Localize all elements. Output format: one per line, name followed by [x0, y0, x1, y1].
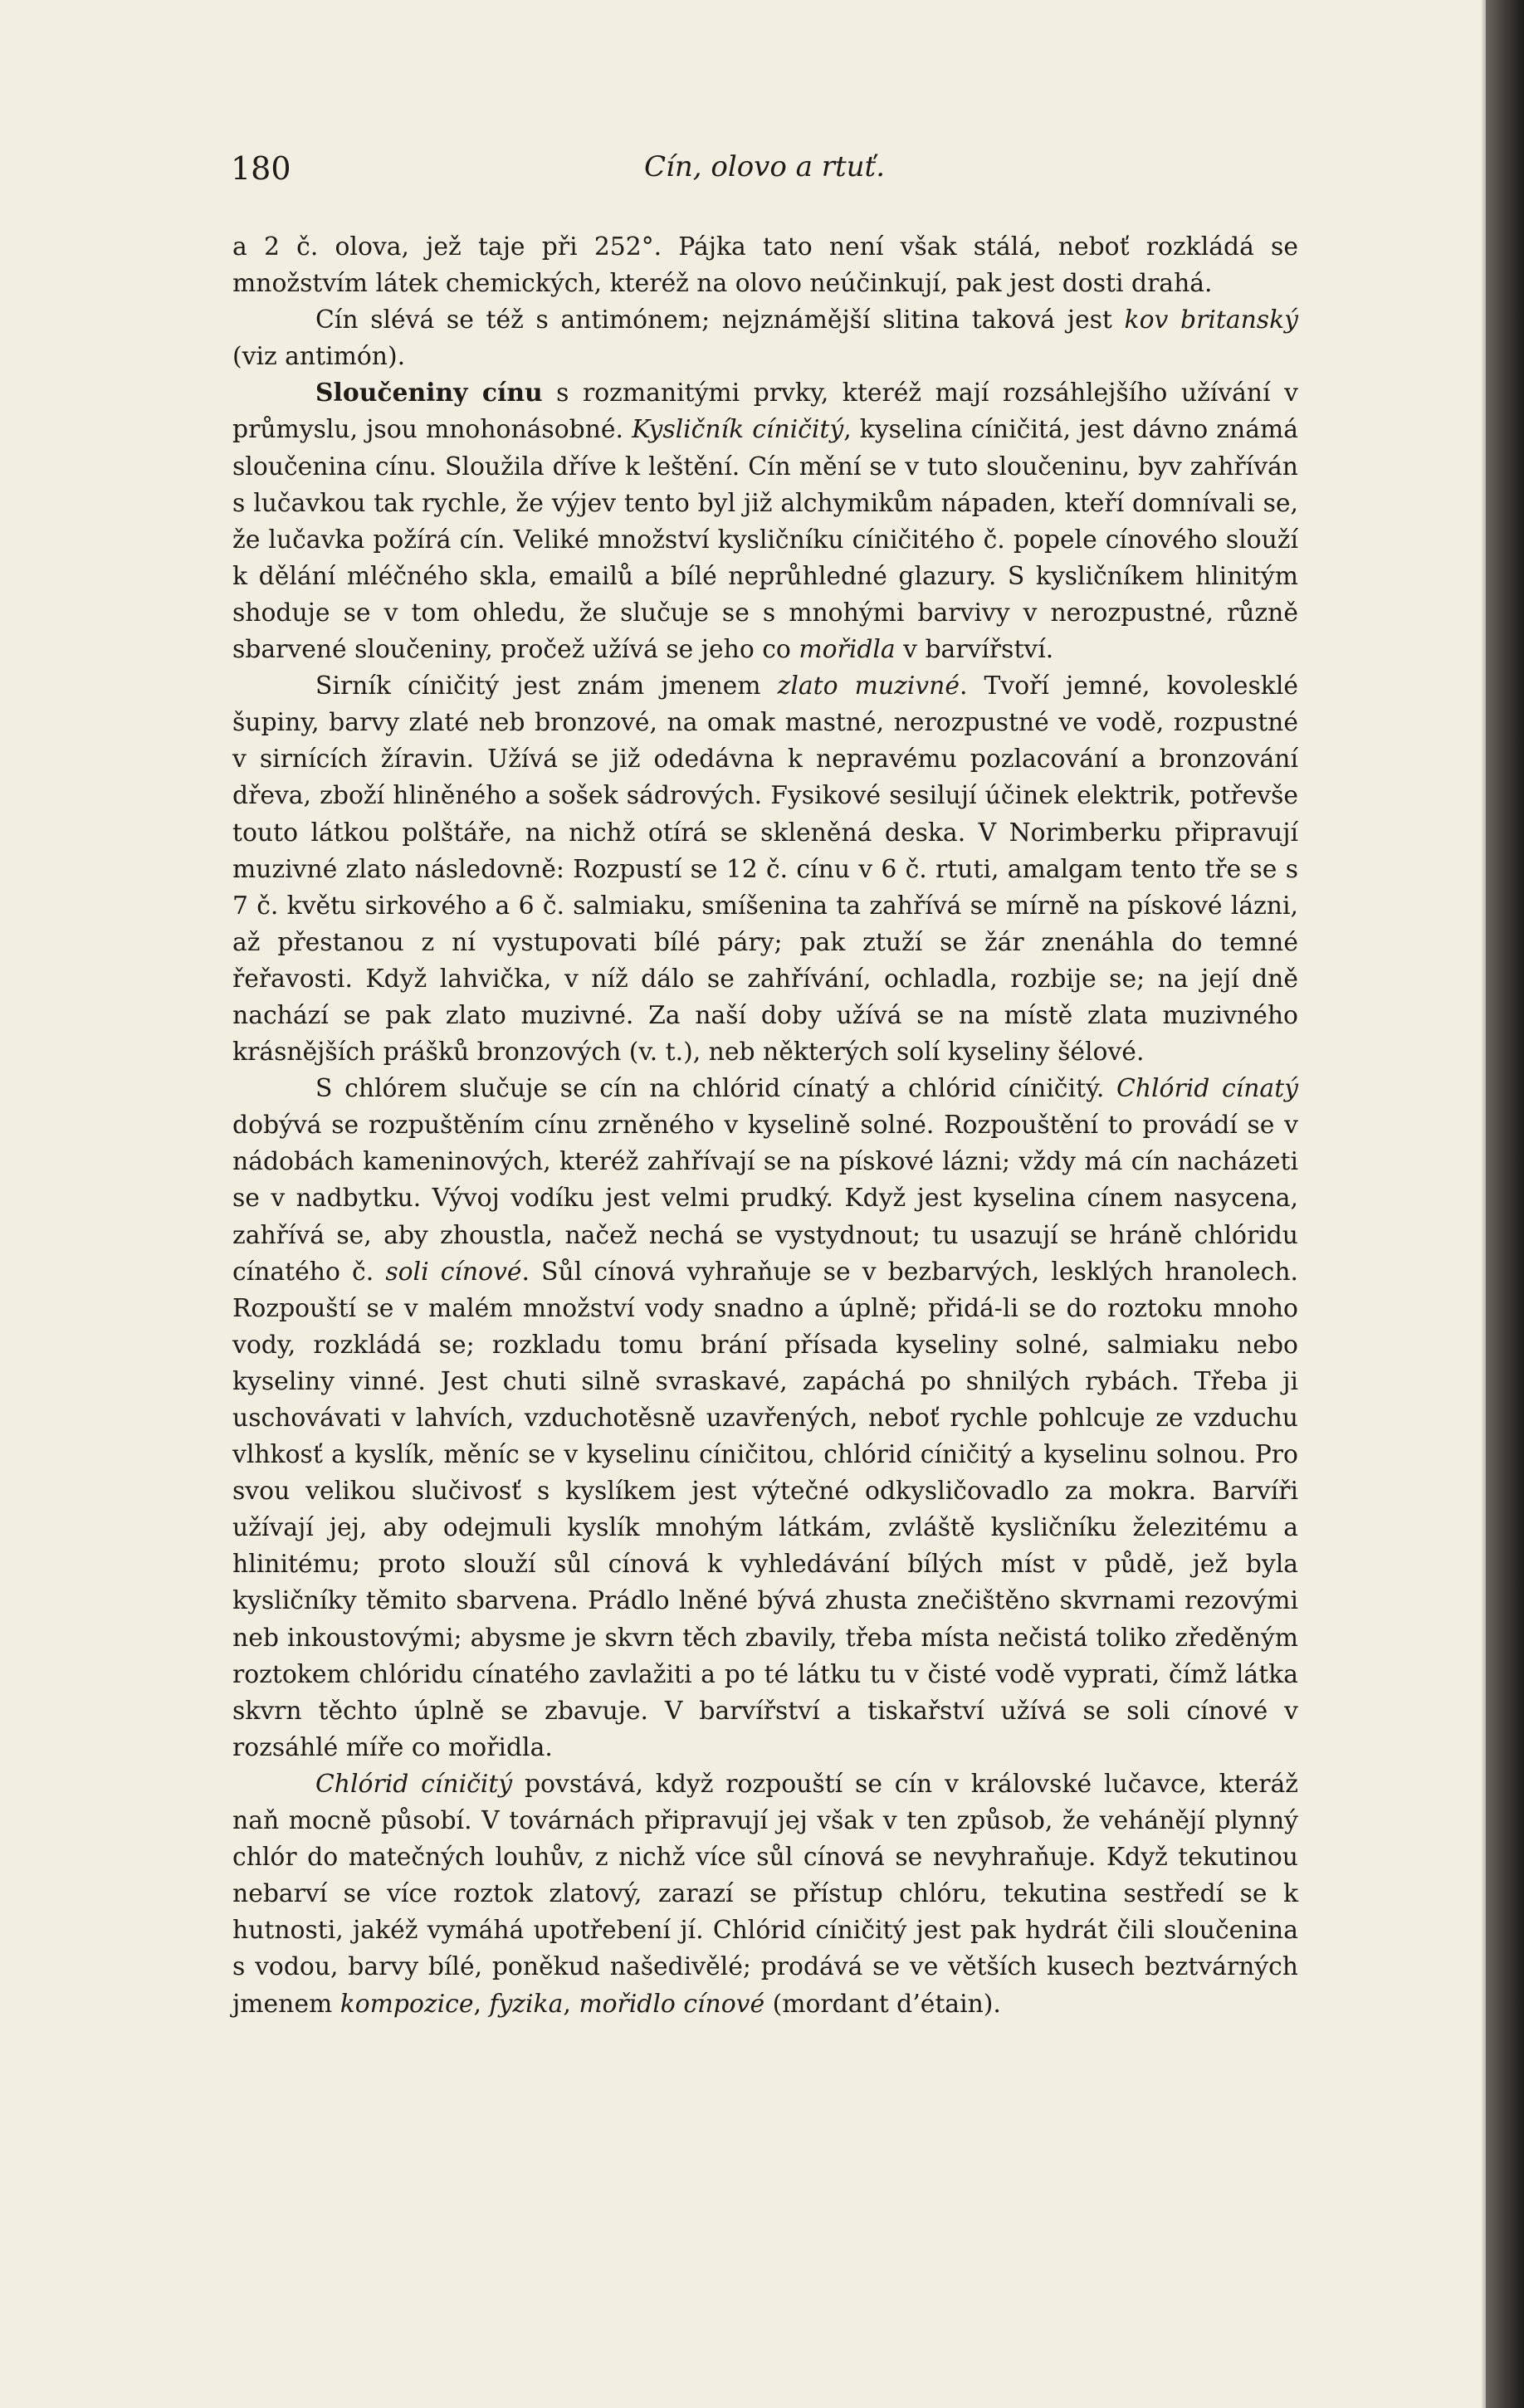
text-run: (viz antimón).: [232, 342, 406, 372]
text-run: dobývá se rozpuštěním cínu zrněného v kyselině solné. Rozpouštění to provádí se v nádobách kameninových, kteréž zahřívají se na pískové lázni; vždy má cín nacházeti se v nadbytku. Vývoj vodíku jest velmi prudký. Když jest kyselina cínem nasycena, zahřívá se, aby zhoustla, načež nechá se vystydnout; tu usazují se hráně chlóridu cínatého č.: [232, 1111, 1298, 1287]
text-run: , kyselina cíničitá, jest dávno známá sloučenina cínu. Sloužila dříve k leštění. Cín mění se v tuto sloučeninu, byv zahříván s lučavkou tak rychle, že výjev tento byl již alchymikům nápaden, kteří domnívali se, že lučavka požírá cín. Veliké množství kysličníku cíničitého č. popele cínového slouží k dělání mléčného skla, emailů a bílé neprůhledné glazury. S kysličníkem hlinitým shoduje se v tom ohledu, že slučuje se s mnohými barvivy v nerozpustné, různě sbarvené sloučeniny, pročež užívá se jeho co: [232, 415, 1298, 665]
page-header: [231, 150, 1298, 200]
text-run: s rozmanitými prvky, kteréž mají rozsáhlejšího užívání v průmyslu, jsou mnohonásobné.: [232, 379, 1298, 445]
paragraph: [232, 375, 1298, 668]
page-number: 180: [231, 150, 291, 187]
text-run: povstává, když rozpouští se cín v královské lučavce, kteráž naň mocně působí. V továrnách připravují jej však v ten způsob, že vehánějí plynný chlór do matečných louhův, z nichž více sůl cínová se nevyhraňuje. Když tekutinou nebarví se více roztok zlatový, zarazí se přístup chlóru, tekutina sestředí se k hutnosti, jakéž vymáhá upotřebení jí. Chlórid cíničitý jest pak hydrát čili sloučenina s vodou, barvy bílé, poněkud našedivělé; prodává se ve větších kusech beztvárných jmenem: [232, 1769, 1298, 2019]
italic-term: kompozice: [339, 1989, 474, 2019]
body-text: [232, 229, 1298, 2023]
italic-term: soli cínové: [385, 1257, 522, 1287]
text-run: Cín slévá se též s antimónem; nejznámější slitina taková jest: [315, 305, 1125, 335]
italic-term: mořidla: [799, 635, 896, 665]
italic-term: kov britanský: [1124, 305, 1298, 335]
italic-term: zlato muzivné: [777, 672, 960, 701]
italic-term: mořidlo cínové: [579, 1989, 765, 2019]
text-run: a 2 č. olova, jež taje při 252°. Pájka tato není však stálá, neboť rozkládá se množstvím látek chemických, kteréž na olovo neúčinkují, pak jest dosti drahá.: [232, 232, 1298, 299]
italic-term: fyzika: [489, 1989, 564, 2019]
text-run: ,: [473, 1989, 490, 2019]
text-run: S chlórem slučuje se cín na chlórid cínatý a chlórid cíničitý.: [315, 1074, 1117, 1104]
text-run: Sirník cíničitý jest znám jmenem: [315, 672, 778, 701]
italic-term: Chlórid cínatý: [1116, 1074, 1298, 1104]
text-run: v barvířství.: [895, 635, 1054, 665]
bold-term: Sloučeniny cínu: [315, 379, 543, 408]
italic-term: Chlórid cíničitý: [315, 1769, 513, 1799]
text-run: . Sůl cínová vyhraňuje se v bezbarvých, lesklých hranolech. Rozpouští se v malém množství vody snadno a úplně; přidá-li se do roztoku mnoho vody, rozkládá se; rozkladu tomu brání přísada kyseliny solné, salmiaku nebo kyseliny vinné. Jest chuti silně svraskavé, zapáchá po shnilých rybách. Třeba ji uschovávati v lahvích, vzduchotěsně uzavřených, neboť rychle pohlcuje ze vzduchu vlhkosť a kyslík, měníc se v kyselinu cíničitou, chlórid cíničitý a kyselinu solnou. Pro svou velikou slučivosť s kyslíkem jest výtečné odkysličovadlo za mokra. Barvíři užívají jej, aby odejmuli kyslík mnohým látkám, zvláště kysličníku železitému a hlinitému; proto slouží sůl cínová k vyhledávání bílých míst v půdě, jež byla kysličníky těmito sbarvena. Prádlo lněné bývá zhusta znečištěno skvrnami rezovými neb inkoustovými; abysme je skvrn těch zbavily, třeba místa nečistá toliko zředěným roztokem chlóridu cínatého zavlažiti a po té látku tu v čisté vodě vyprati, čímž látka skvrn těchto úplně se zbavuje. V barvířství a tiskařství užívá se soli cínové v rozsáhlé míře co mořidla.: [232, 1257, 1299, 1762]
paragraph: [232, 668, 1298, 1071]
paragraph: [232, 1766, 1298, 2023]
paragraph: [232, 302, 1298, 375]
text-run: ,: [563, 1989, 579, 2019]
running-title: Cín, olovo a rtuť.: [643, 150, 886, 183]
paragraph: [232, 1071, 1298, 1766]
text-run: . Tvoří jemné, kovolesklé šupiny, barvy zlaté neb bronzové, na omak mastné, nerozpustné ve vodě, rozpustné v sirnících žíravin. Užívá se již odedávna k nepravému pozlacování a bronzování dřeva, zboží hliněného a sošek sádrových. Fysikové sesilují účinek elektrik, potřevše touto látkou polštáře, na nichž otírá se skleněná deska. V Norimberku připravují muzivné zlato následovně: Rozpustí se 12 č. cínu v 6 č. rtuti, amalgam tento tře se s 7 č. květu sirkového a 6 č. salmiaku, smíšenina ta zahřívá se mírně na pískové lázni, až přestanou z ní vystupovati bílé páry; pak ztuží se žár znenáhla do temné řeřavosti. Když lahvička, v níž dálo se zahřívání, ochladla, rozbije se; na její dně nachází se pak zlato muzivné. Za naší doby užívá se na místě zlata muzivného krásnějších prášků bronzových (v. t.), neb některých solí kyseliny šélové.: [232, 672, 1298, 1067]
paragraph: [232, 229, 1298, 302]
text-run: (mordant d’étain).: [764, 1989, 1001, 2019]
book-edge: [1486, 0, 1524, 2408]
italic-term: Kysličník cíničitý: [632, 415, 844, 445]
